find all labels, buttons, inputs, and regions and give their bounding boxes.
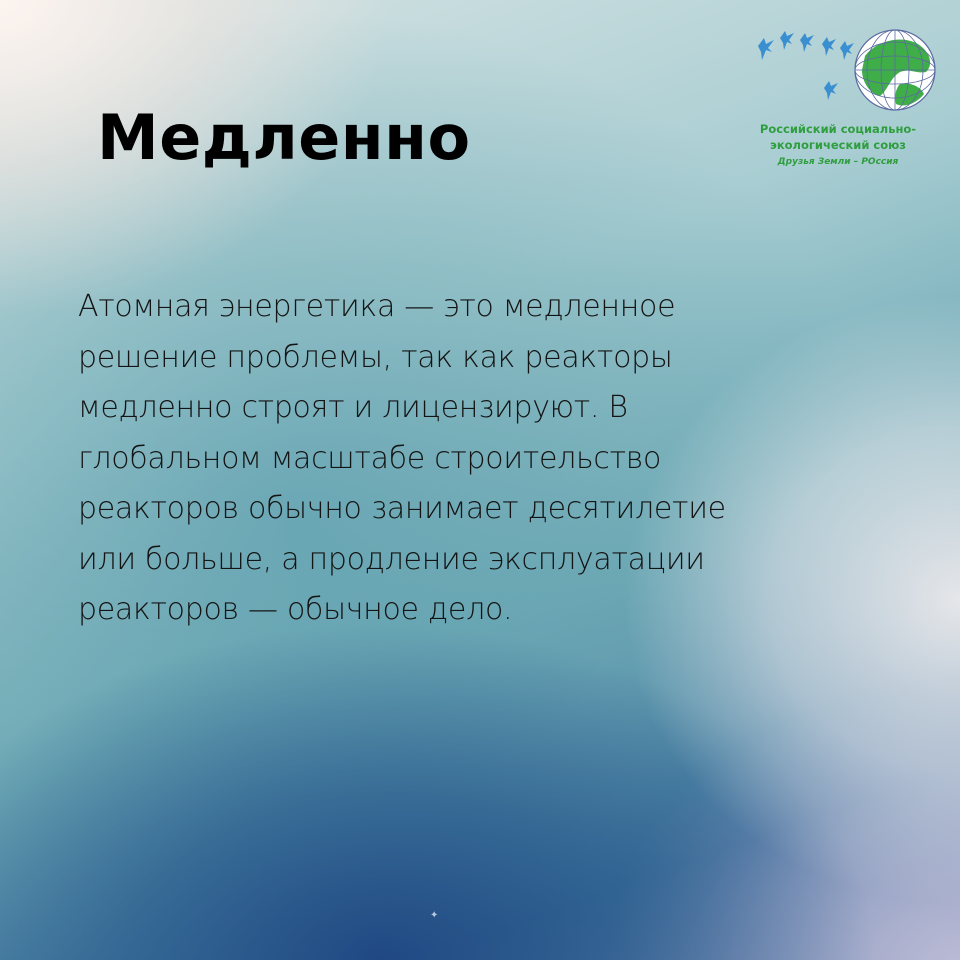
body-line: медленно строят и лицензируют. В (78, 390, 628, 425)
logo-text-line-2: экологический союз (770, 138, 906, 152)
logo-text-line-3: Друзья Земли – РОссия (777, 157, 899, 167)
globe-icon (855, 30, 935, 110)
body-line: реакторов обычно занимает десятилетие (78, 491, 726, 526)
organization-logo (740, 24, 950, 184)
body-line: или больше, а продление эксплуатации (78, 541, 705, 577)
slide-body (78, 282, 818, 636)
logo-graphic (740, 24, 950, 119)
decorative-speck: ✦ (430, 910, 439, 921)
body-line: решение проблемы, так как реакторы (78, 339, 673, 375)
body-line: Атомная энергетика — это медленное (78, 289, 676, 324)
body-line: глобальном масштабе строительство (78, 440, 662, 476)
body-line: реакторов — обычное дело. (78, 592, 513, 627)
slide-title: Медленно (97, 101, 471, 174)
logo-text-line-1: Российский социально- (759, 122, 917, 136)
